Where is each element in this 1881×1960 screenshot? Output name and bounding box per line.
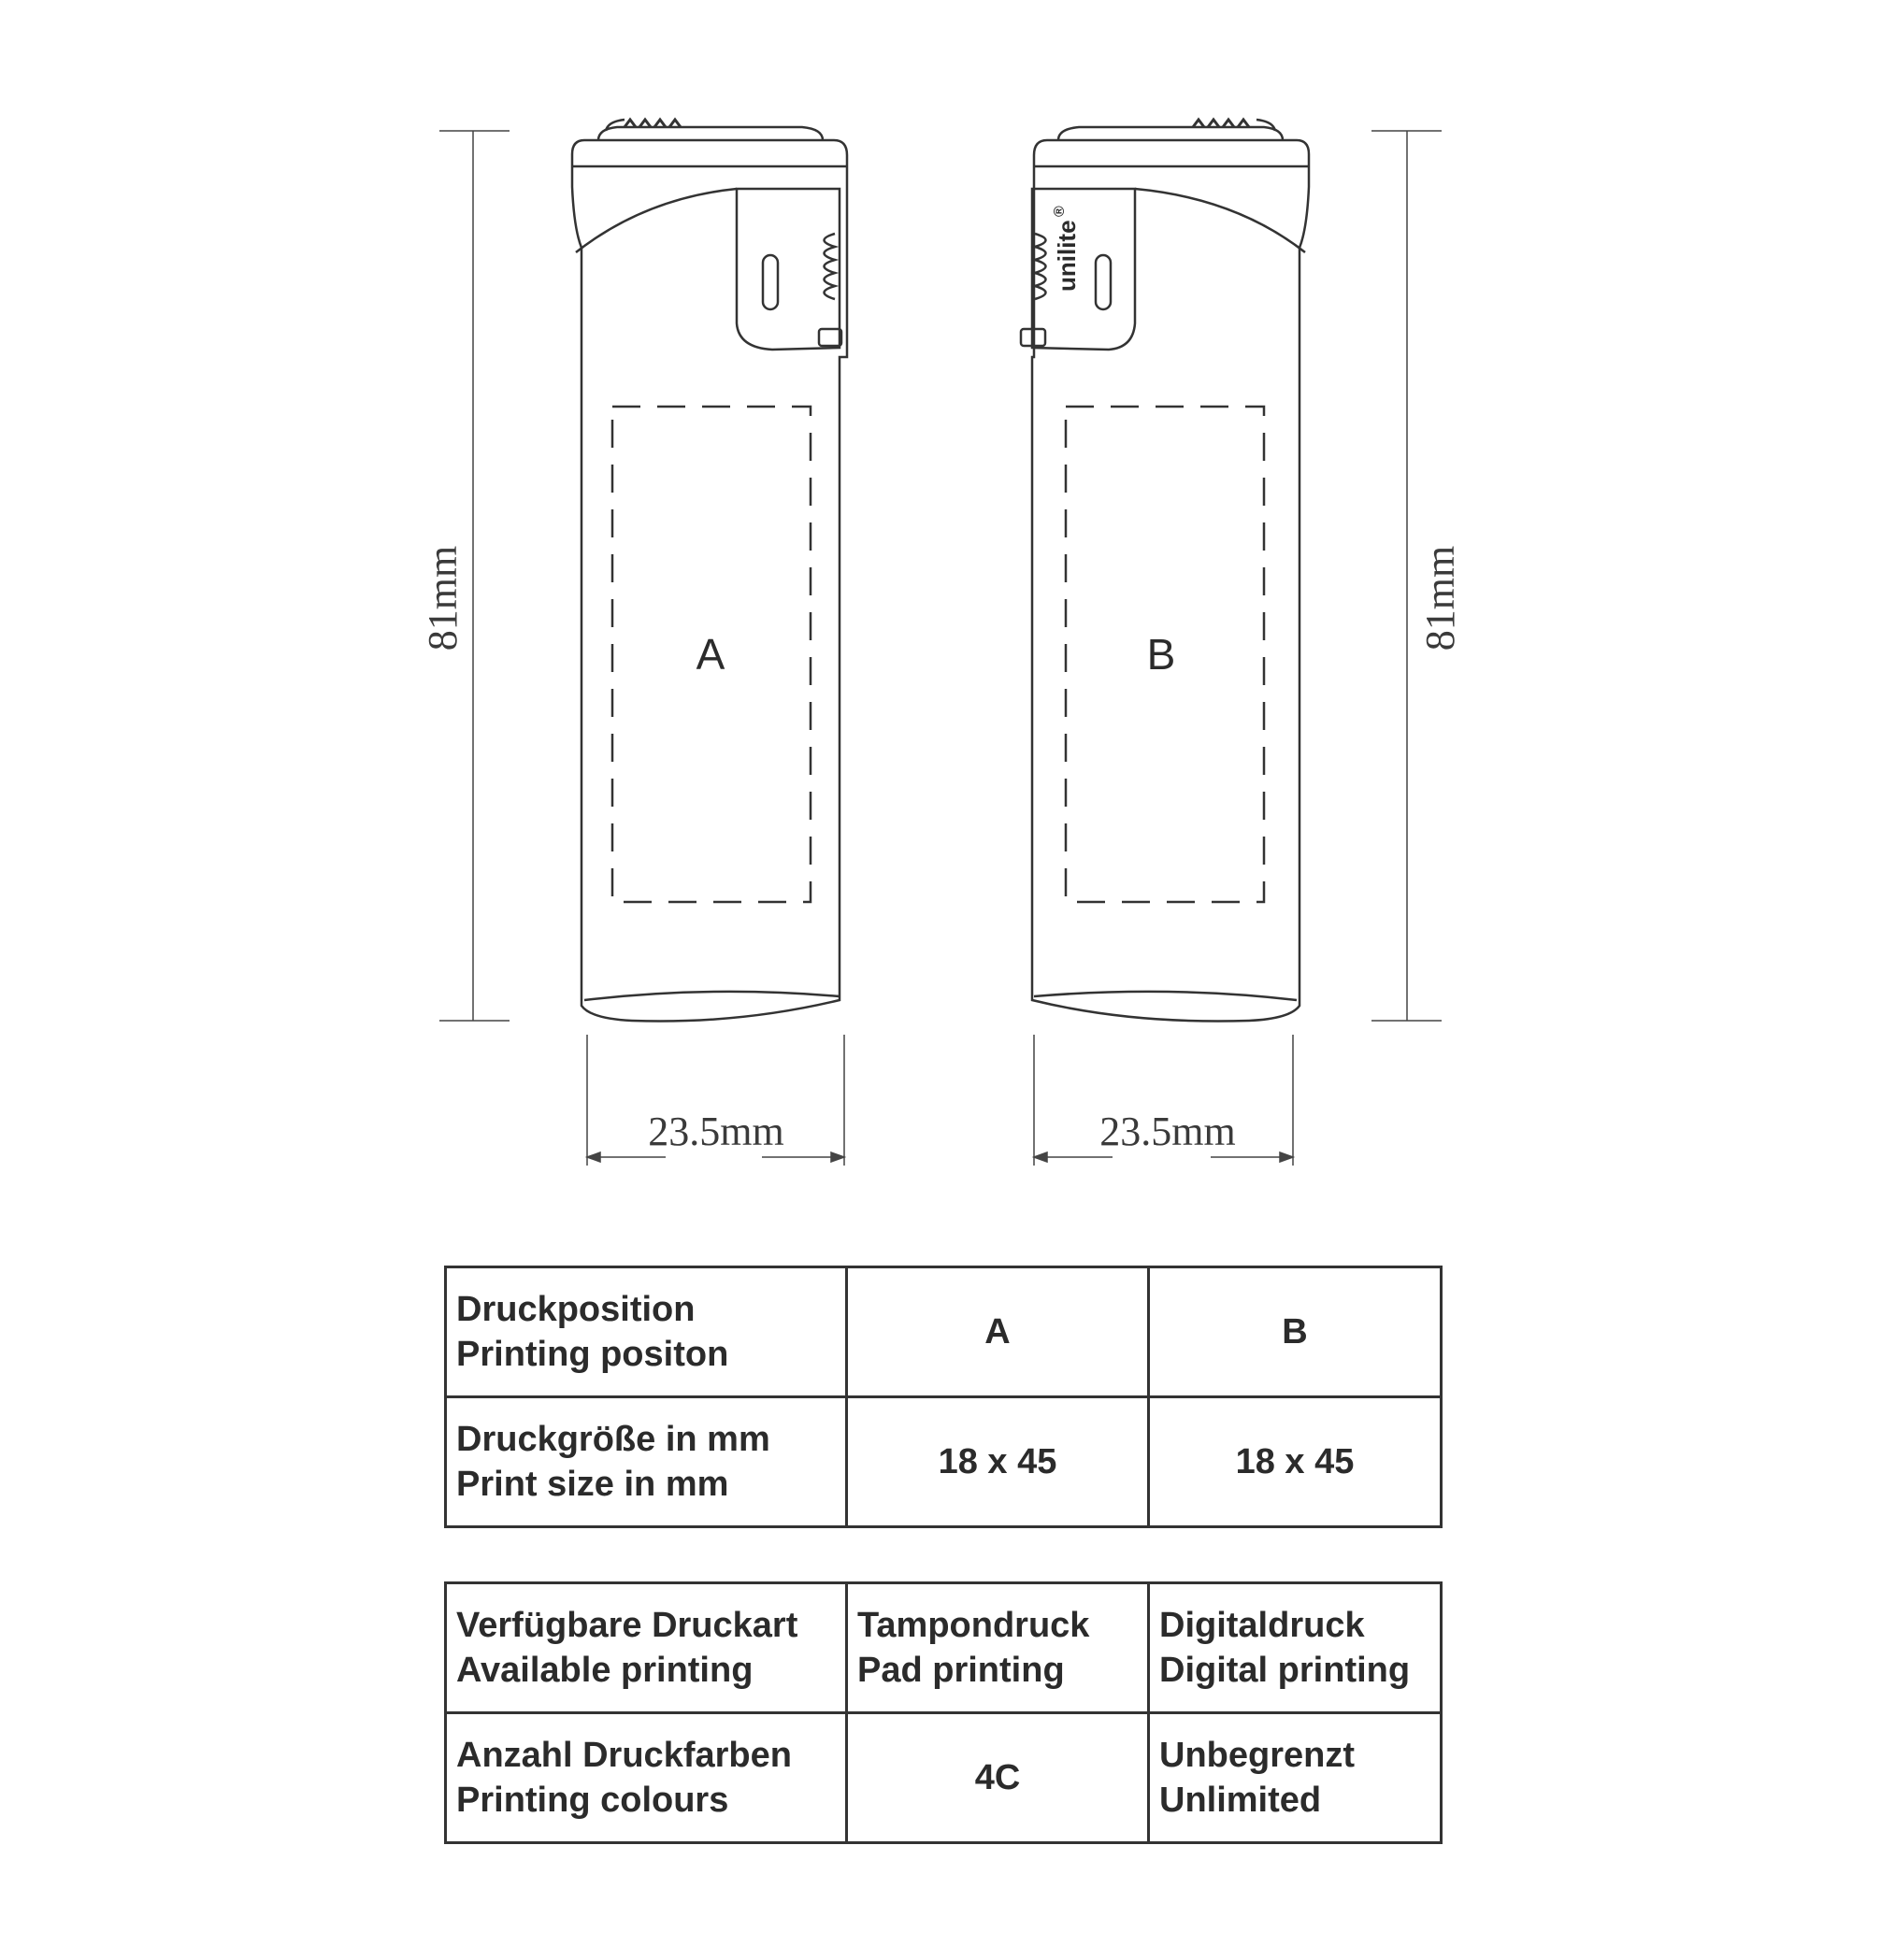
label-en: Available printing <box>456 1651 754 1690</box>
label-en: Print size in mm <box>456 1465 729 1504</box>
method-de: Digitaldruck <box>1159 1606 1365 1645</box>
height-label-b: 81mm <box>1417 545 1463 651</box>
row-label-print-position <box>446 1267 847 1397</box>
table-row <box>446 1583 1442 1713</box>
method-en: Digital printing <box>1159 1651 1411 1690</box>
lighter-a-guard <box>737 189 840 350</box>
print-zone-b-label: B <box>1146 630 1176 679</box>
table-row <box>446 1267 1442 1397</box>
label-de: Druckgröße in mm <box>456 1420 770 1459</box>
brand-name: unilite <box>1053 220 1081 292</box>
cell-size-b: 18 x 45 <box>1149 1397 1442 1527</box>
cell-size-a: 18 x 45 <box>847 1397 1149 1527</box>
label-de: Anzahl Druckfarben <box>456 1736 792 1775</box>
row-label-available-printing <box>446 1583 847 1713</box>
cell-colours-a: 4C <box>847 1713 1149 1843</box>
label-de: Druckposition <box>456 1290 696 1329</box>
cell-position-a: A <box>847 1267 1149 1397</box>
label-en: Printing positon <box>456 1335 729 1374</box>
colours-en: Unlimited <box>1159 1781 1322 1820</box>
lighter-b-guard <box>1032 189 1135 350</box>
lighter-a <box>439 120 847 1166</box>
cell-colours-b <box>1149 1713 1442 1843</box>
brand-logo <box>1052 206 1081 292</box>
lighter-a-slot <box>763 255 778 309</box>
label-en: Printing colours <box>456 1781 729 1820</box>
table-row <box>446 1397 1442 1527</box>
table-row <box>446 1713 1442 1843</box>
lighter-a-cap <box>598 127 823 140</box>
width-label-b: 23.5mm <box>1099 1109 1236 1154</box>
cell-method-a <box>847 1583 1149 1713</box>
width-label-a: 23.5mm <box>648 1109 784 1154</box>
method-en: Pad printing <box>857 1651 1065 1690</box>
lighter-b-spring <box>1035 234 1046 299</box>
cell-position-b: B <box>1149 1267 1442 1397</box>
lighter-a-spring <box>825 234 836 299</box>
brand-registered-mark: ® <box>1052 206 1068 217</box>
printing-methods-table <box>444 1581 1443 1844</box>
label-de: Verfügbare Druckart <box>456 1606 798 1645</box>
row-label-printing-colours <box>446 1713 847 1843</box>
lighter-b-slot <box>1096 255 1111 309</box>
lighter-b-cap <box>1058 127 1283 140</box>
method-de: Tampondruck <box>857 1606 1090 1645</box>
colours-de: Unbegrenzt <box>1159 1736 1355 1775</box>
row-label-print-size <box>446 1397 847 1527</box>
print-positions-table <box>444 1266 1443 1528</box>
height-label-a: 81mm <box>420 545 466 651</box>
cell-method-b <box>1149 1583 1442 1713</box>
print-zone-a-label: A <box>696 630 725 679</box>
lighter-b <box>1021 120 1442 1166</box>
